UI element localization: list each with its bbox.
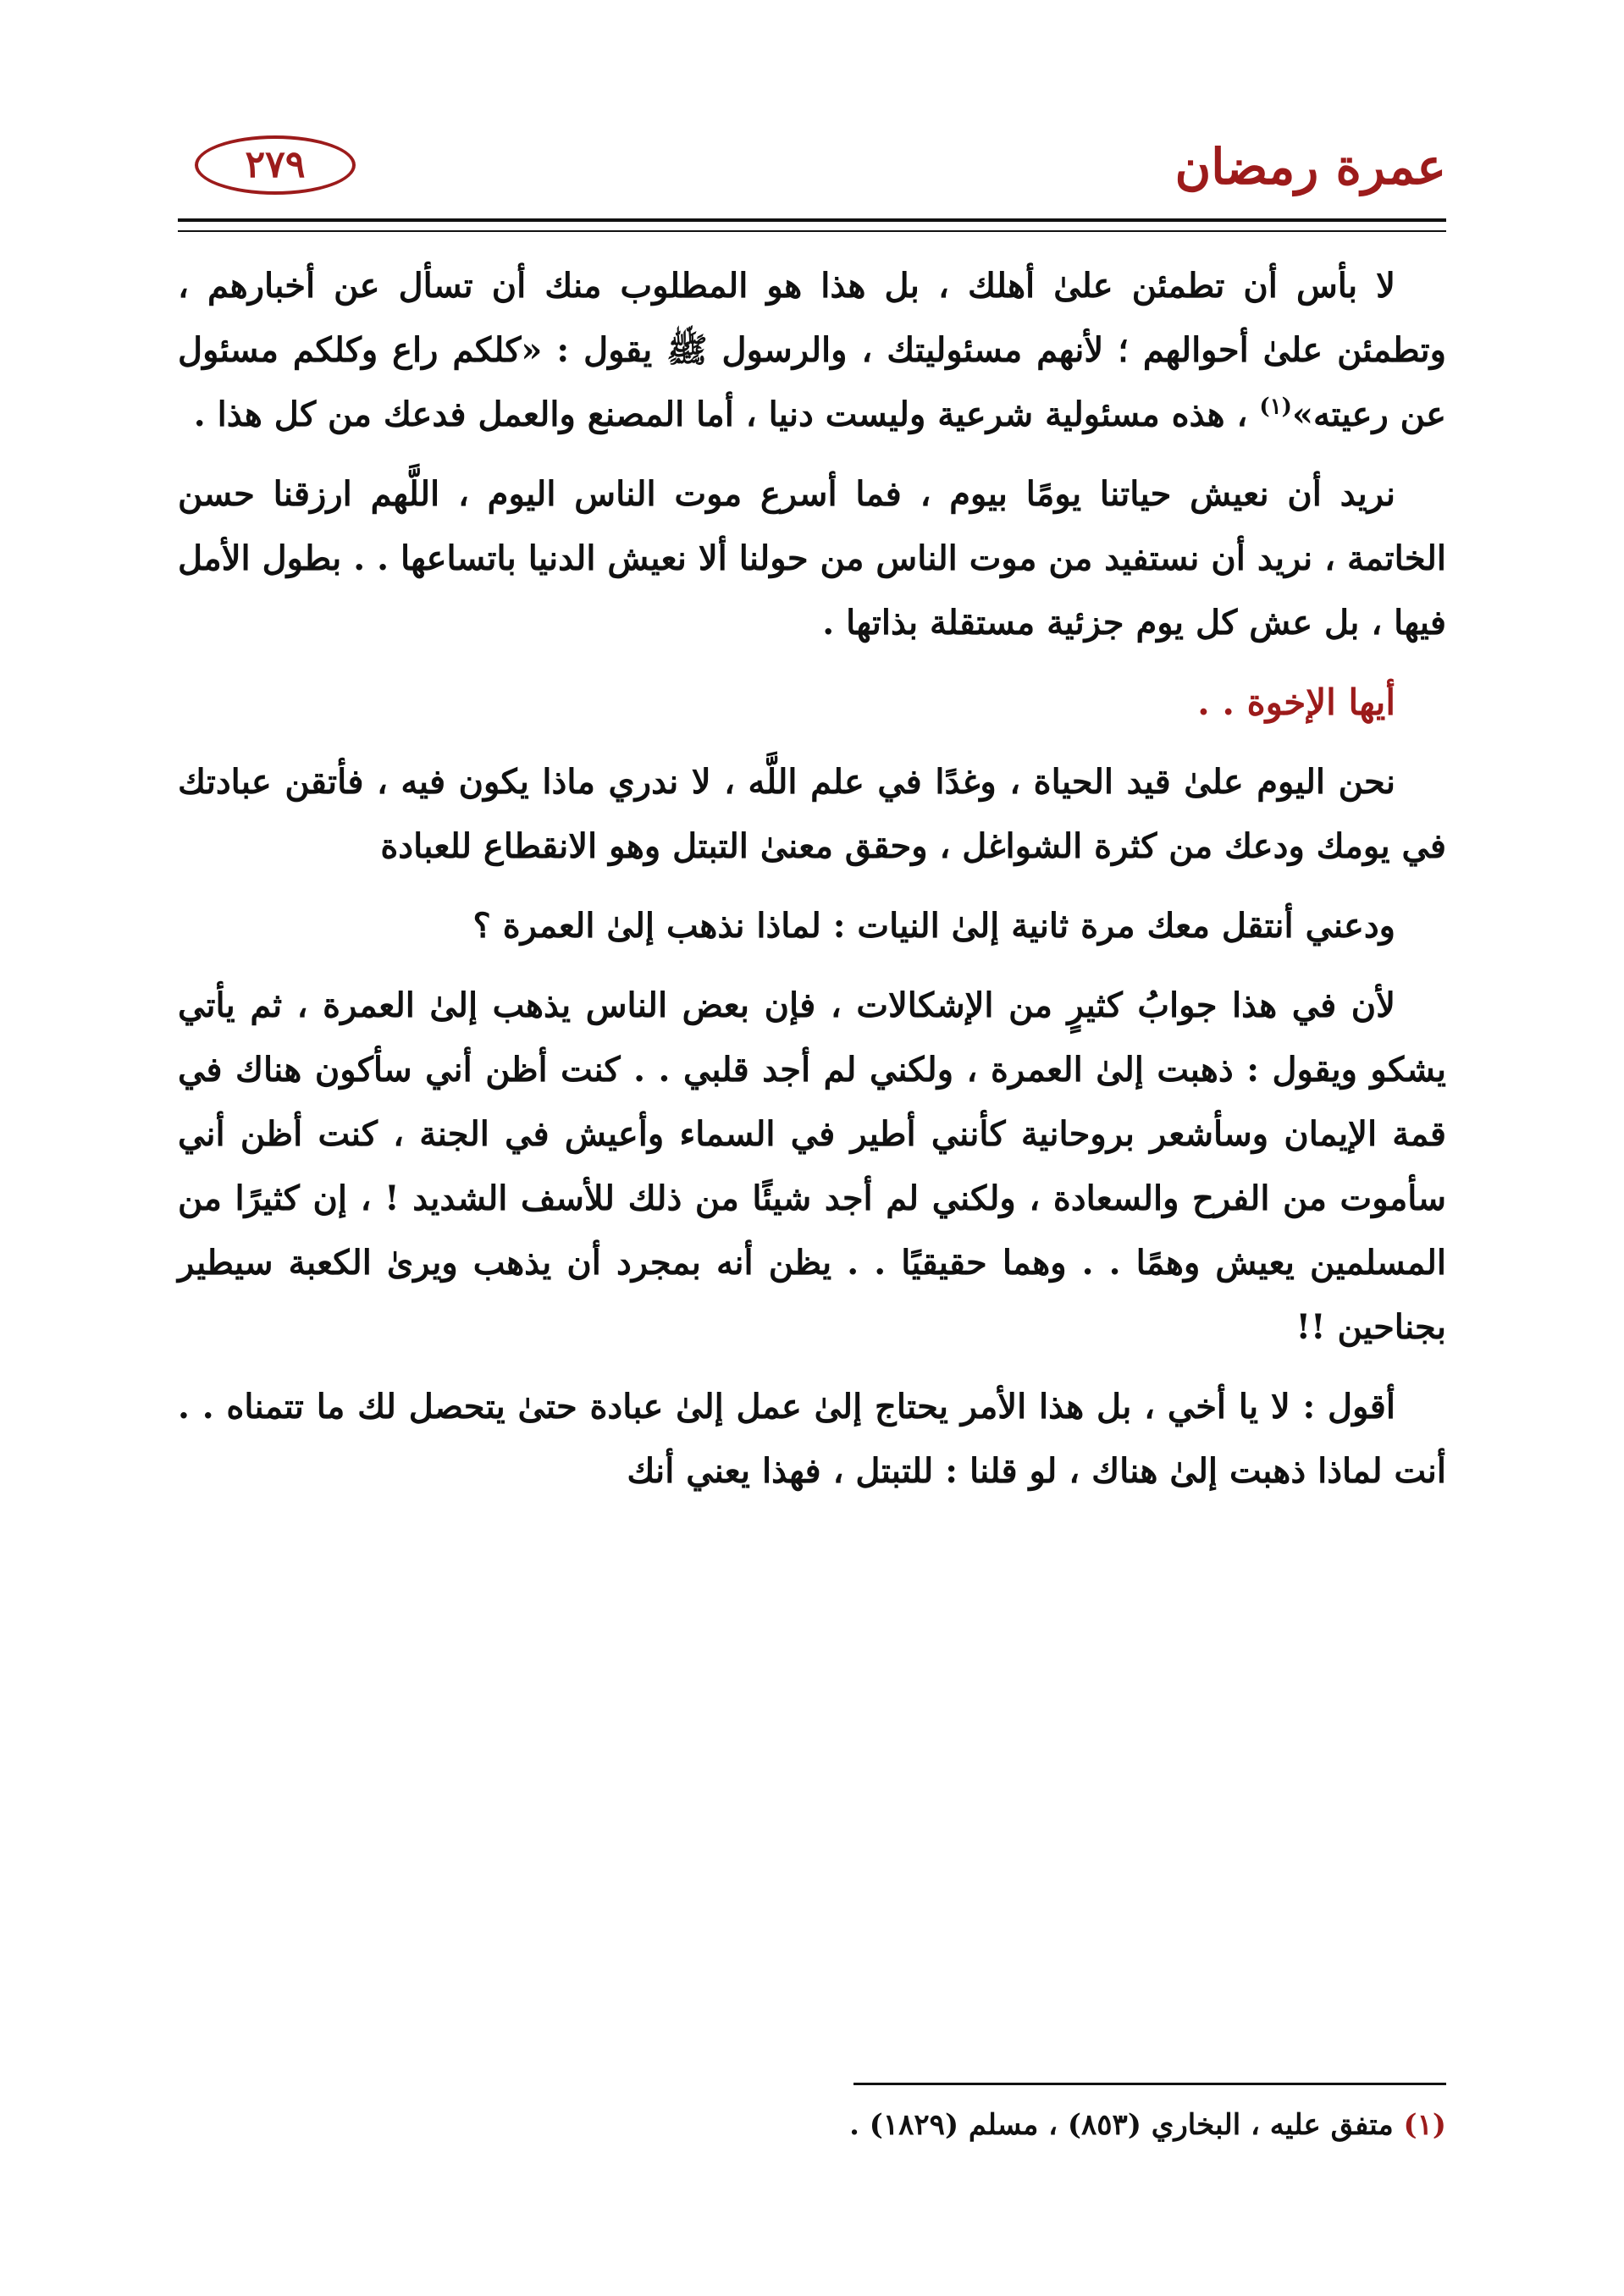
header-divider <box>178 218 1446 222</box>
hadith-quote: «كلكم راع وكلكم مسئول عن رعيته» <box>178 330 1446 434</box>
section-heading: أيها الإخوة . . <box>1197 682 1395 723</box>
paragraph: نريد أن نعيش حياتنا يومًا بيوم ، فما أسرع موت الناس اليوم ، اللَّهم ارزقنا حسن الخاتمة ، نريد أن نستفيد من موت الناس من حولنا ألا نعيش الدنيا باتساعها . . بطول الأمل فيها ، بل عش كل يوم جزئية مستقلة بذاتها . <box>178 474 1446 643</box>
page-number: ٢٧٩ <box>195 135 356 195</box>
footnote-text: متفق عليه ، البخاري (٨٥٣) ، مسلم (١٨٢٩) . <box>849 2108 1394 2142</box>
paragraph: نحن اليوم علىٰ قيد الحياة ، وغدًا في علم اللَّه ، لا ندري ماذا يكون فيه ، فأتقن عبادتك في يومك ودعك من كثرة الشواغل ، وحقق معنىٰ التبتل وهو الانقطاع للعبادة <box>178 762 1446 866</box>
page-body <box>178 254 1446 1519</box>
paragraph: أقول : لا يا أخي ، بل هذا الأمر يحتاج إلىٰ عمل إلىٰ عبادة حتىٰ يتحصل لك ما تتمناه . . أنت لماذا ذهبت إلىٰ هناك ، لو قلنا : للتبتل ، فهذا يعني أنك <box>178 1387 1446 1491</box>
footnote <box>178 2100 1446 2150</box>
paragraph: لأن في هذا جوابُ كثيرٍ من الإشكالات ، فإن بعض الناس يذهب إلىٰ العمرة ، ثم يأتي يشكو ويقول : ذهبت إلىٰ العمرة ، ولكني لم أجد قلبي . . كنت أظن أني سأكون هناك في قمة الإيمان وسأشعر بروحانية كأنني أطير في السماء وأعيش في الجنة ، كنت أظن أني سأموت من الفرح والسعادة ، ولكني لم أجد شيئًا من ذلك للأسف الشديد ! ، إن كثيرًا من المسلمين يعيش وهمًا . . وهما حقيقيًا . . يظن أنه بمجرد أن يذهب ويرىٰ الكعبة سيطير بجناحين !! <box>178 985 1446 1347</box>
paragraph: ودعني أنتقل معك مرة ثانية إلىٰ النيات : لماذا نذهب إلىٰ العمرة ؟ <box>472 906 1395 946</box>
header-divider-thin <box>178 230 1446 232</box>
paragraph <box>178 254 1446 447</box>
footnote-marker: (١) <box>1403 2108 1446 2142</box>
footnote-reference: (١) <box>1259 394 1292 420</box>
chapter-title: عمرة رمضان <box>1174 138 1446 196</box>
page-header <box>178 127 1446 212</box>
paragraph-text: لا بأس أن تطمئن علىٰ أهلك ، بل هذا هو المطلوب منك أن تسأل عن أخبارهم ، وتطمئن علىٰ أحوالهم ؛ لأنهم مسئوليتك ، والرسول ﷺ يقول : <box>178 266 1446 370</box>
footnote-divider <box>853 2083 1446 2085</box>
paragraph-text: ، هذه مسئولية شرعية وليست دنيا ، أما المصنع والعمل فدعك من كل هذا . <box>193 395 1248 434</box>
